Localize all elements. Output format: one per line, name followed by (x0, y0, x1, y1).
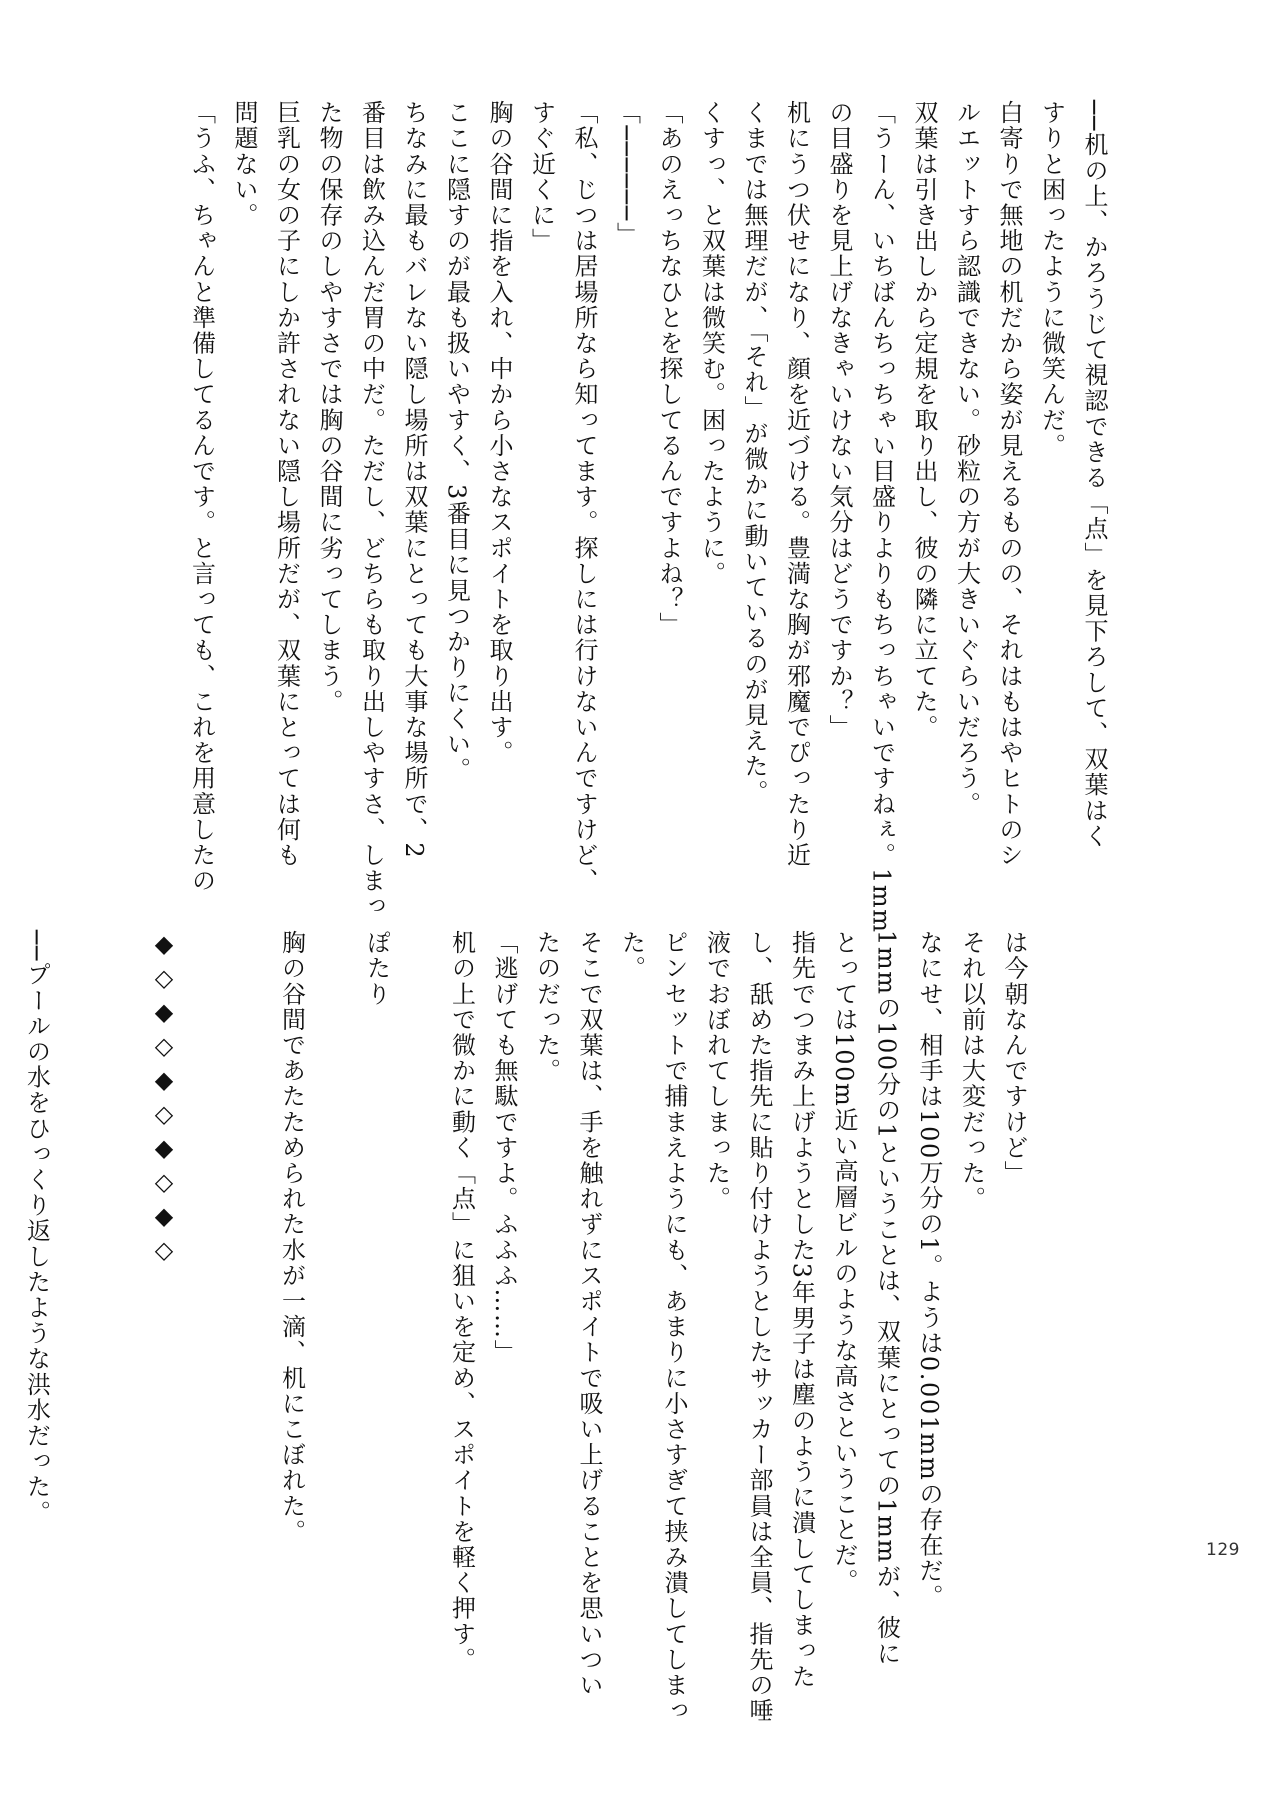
text-line: 問題ない。 (230, 100, 258, 228)
text-line: 白寄りで無地の机だから姿が見えるものの、それはもはやヒトのシ (995, 100, 1023, 868)
text-line: た物の保存のしやすさでは胸の谷間に劣ってしまう。 (315, 100, 343, 715)
text-line: ぽたり (362, 930, 391, 1007)
text-line: 液でおぼれてしまった。 (702, 930, 731, 1212)
text-line: 1mmの100分の1ということは、双葉にとっての1mmが、彼に (872, 930, 901, 1667)
text-line: 「うーん、いちばんちっちゃい目盛りよりもちっちゃいですねぇ。1mm (867, 100, 896, 934)
upper-text-block (186, 100, 1111, 934)
text-line: 指先でつまみ上げようとした3年男子は塵のように潰してしまった (787, 930, 816, 1690)
text-line: 胸の谷間に指を入れ、中から小さなスポイトを取り出す。 (485, 100, 513, 766)
text-line: 「あのえっちなひとを探してるんですよね？」 (655, 100, 683, 638)
text-line: すりと困ったように微笑んだ。 (1037, 100, 1066, 459)
text-line: くまでは無理だが、「それ」が微かに動いているのが見えた。 (740, 100, 768, 805)
text-line: の目盛りを見上げなきゃいけない気分はどうですか？」 (825, 100, 853, 740)
text-line: は今朝なんですけど」 (1000, 930, 1028, 1186)
text-line: 机の上で微かに動く「点」に狙いを定め、スポイトを軽く押す。 (447, 930, 476, 1673)
text-line: なにせ、相手は100万分の1。ようは0.001mmの存在だ。 (915, 930, 943, 1610)
text-line: 「──────」 (612, 100, 641, 248)
text-line: た。 (617, 930, 646, 982)
lower-text-block (21, 930, 1031, 1724)
text-line: それ以前は大変だった。 (957, 930, 986, 1212)
text-line: 机にうつ伏せになり、顔を近づける。豊満な胸が邪魔でぴったり近 (782, 100, 811, 868)
text-line: とっては100m近い高層ビルのような高さということだ。 (830, 930, 858, 1594)
text-line: ルエットすら認識できない。砂粒の方が大きいぐらいだろう。 (952, 100, 981, 817)
text-line: 番目は飲み込んだ胃の中だ。ただし、どちらも取り出しやすさ、しまっ (357, 100, 386, 920)
text-line: ピンセットで捕まえようにも、あまりに小さすぎて挟み潰してしまっ (660, 930, 688, 1724)
text-line: ここに隠すのが最も扱いやすく、3番目に見つかりにくい。 (442, 100, 471, 783)
text-line: 双葉は引き出しから定規を取り出し、彼の隣に立てた。 (910, 100, 938, 740)
text-line: ──机の上、かろうじて視認できる「点」を見下ろして、双葉はく (1080, 100, 1108, 849)
text-line: 「逃げても無駄ですよ。ふふふ……」 (490, 930, 518, 1366)
text-line: くすっ、と双葉は微笑む。困ったように。 (697, 100, 726, 587)
text-line: ちなみに最もバレない隠し場所は双葉にとっても大事な場所で、2 (400, 100, 428, 860)
text-line: し、舐めた指先に貼り付けようとしたサッカー部員は全員、指先の唾 (745, 930, 773, 1724)
text-line: ──プールの水をひっくり返したような洪水だった。 (22, 930, 51, 1526)
section-break-ornament: ◆◇◆◇◆◇◆◇◆◇ (150, 930, 178, 1270)
text-line: たのだった。 (532, 930, 561, 1084)
text-line: 「うふ、ちゃんと準備してるんです。と言っても、これを用意したの (187, 100, 216, 894)
page-number: 129 (1206, 1540, 1240, 1560)
text-line: そこで双葉は、手を触れずにスポイトで吸い上げることを思いつい (575, 930, 603, 1698)
text-line: 「私、じつは居場所なら知ってます。探しには行けないんですけど、 (570, 100, 598, 894)
text-line: すぐ近くに」 (527, 100, 556, 254)
text-line: 巨乳の女の子にしか許されない隠し場所だが、双葉にとっては何も (272, 100, 301, 868)
text-line: 胸の谷間であたためられた水が一滴、机にこぼれた。 (277, 930, 306, 1545)
